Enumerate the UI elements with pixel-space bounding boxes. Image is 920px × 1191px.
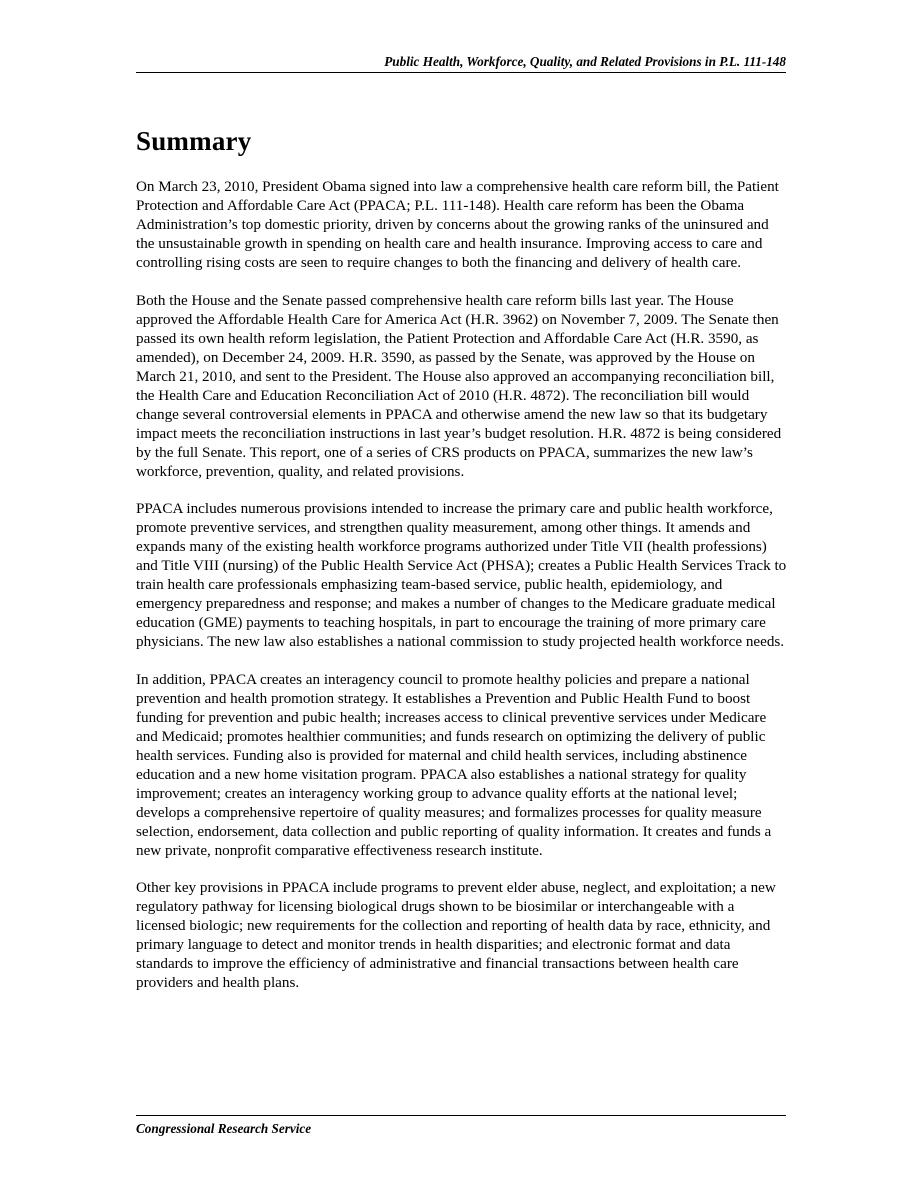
paragraph-1: On March 23, 2010, President Obama signed into law a comprehensive health care reform bill, the Patient Protection and Affordable Care Act (PPACA; P.L. 111-148). Health care reform has been the Obama Administration’s top domestic priority, driven by concerns about the growing ranks of the uninsured and the unsustainable growth in spending on health care and health insurance. Improving access to care and controlling rising costs are seen to require changes to both the financing and delivery of health care. [136, 178, 779, 271]
body-text [136, 177, 787, 1011]
running-footer: Congressional Research Service [136, 1121, 312, 1136]
paragraph-2: Both the House and the Senate passed comprehensive health care reform bills last year. The House approved the Affordable Health Care for America Act (H.R. 3962) on November 7, 2009. The Senate then passed its own health reform legislation, the Patient Protection and Affordable Care Act (H.R. 3590, as amended), on December 24, 2009. H.R. 3590, as passed by the Senate, was approved by the House on March 21, 2010, and sent to the President. The House also approved an accompanying reconciliation bill, the Health Care and Education Reconciliation Act of 2010 (H.R. 4872). The reconciliation bill would change several controversial elements in PPACA and otherwise amend the new law so that its budgetary impact meets the reconciliation instructions in last year’s budget resolution. H.R. 4872 is being considered by the full Senate. This report, one of a series of CRS products on PPACA, summarizes the new law’s workforce, prevention, quality, and related provisions. [136, 291, 782, 480]
header-rule [136, 72, 786, 73]
paragraph-5: Other key provisions in PPACA include programs to prevent elder abuse, neglect, and exploitation; a new regulatory pathway for licensing biological drugs shown to be biosimilar or interchangeable with a licensed biologic; new requirements for the collection and reporting of health data by race, ethnicity, and primary language to detect and monitor trends in health disparities; and electronic format and data standards to improve the efficiency of administrative and financial transactions between health care providers and health plans. [136, 879, 776, 992]
running-header: Public Health, Workforce, Quality, and Related Provisions in P.L. 111-148 [384, 54, 786, 69]
footer-rule [136, 1115, 786, 1116]
section-title: Summary [136, 126, 252, 156]
paragraph-4: In addition, PPACA creates an interagency council to promote healthy policies and prepare a national prevention and health promotion strategy. It establishes a Prevention and Public Health Fund to boost funding for prevention and pubic health; increases access to clinical preventive services under Medicare and Medicaid; promotes healthier communities; and funds research on optimizing the delivery of public health services. Funding also is provided for maternal and child health services, including abstinence education and a new home visitation program. PPACA also establishes a national strategy for quality improvement; creates an interagency working group to advance quality efforts at the national level; develops a comprehensive repertoire of quality measures; and formalizes processes for quality measure selection, endorsement, data collection and public reporting of quality information. It creates and funds a new private, nonprofit comparative effectiveness research institute. [136, 670, 772, 859]
paragraph-3: PPACA includes numerous provisions intended to increase the primary care and public health workforce, promote preventive services, and strengthen quality measurement, among other things. It amends and expands many of the existing health workforce programs authorized under Title VII (health professions) and Title VIII (nursing) of the Public Health Service Act (PHSA); creates a Public Health Services Track to train health care professionals emphasizing team-based service, public health, epidemiology, and emergency preparedness and response; and makes a number of changes to the Medicare graduate medical education (GME) payments to teaching hospitals, in part to encourage the training of more primary care physicians. The new law also establishes a national commission to study projected health workforce needs. [136, 500, 787, 651]
